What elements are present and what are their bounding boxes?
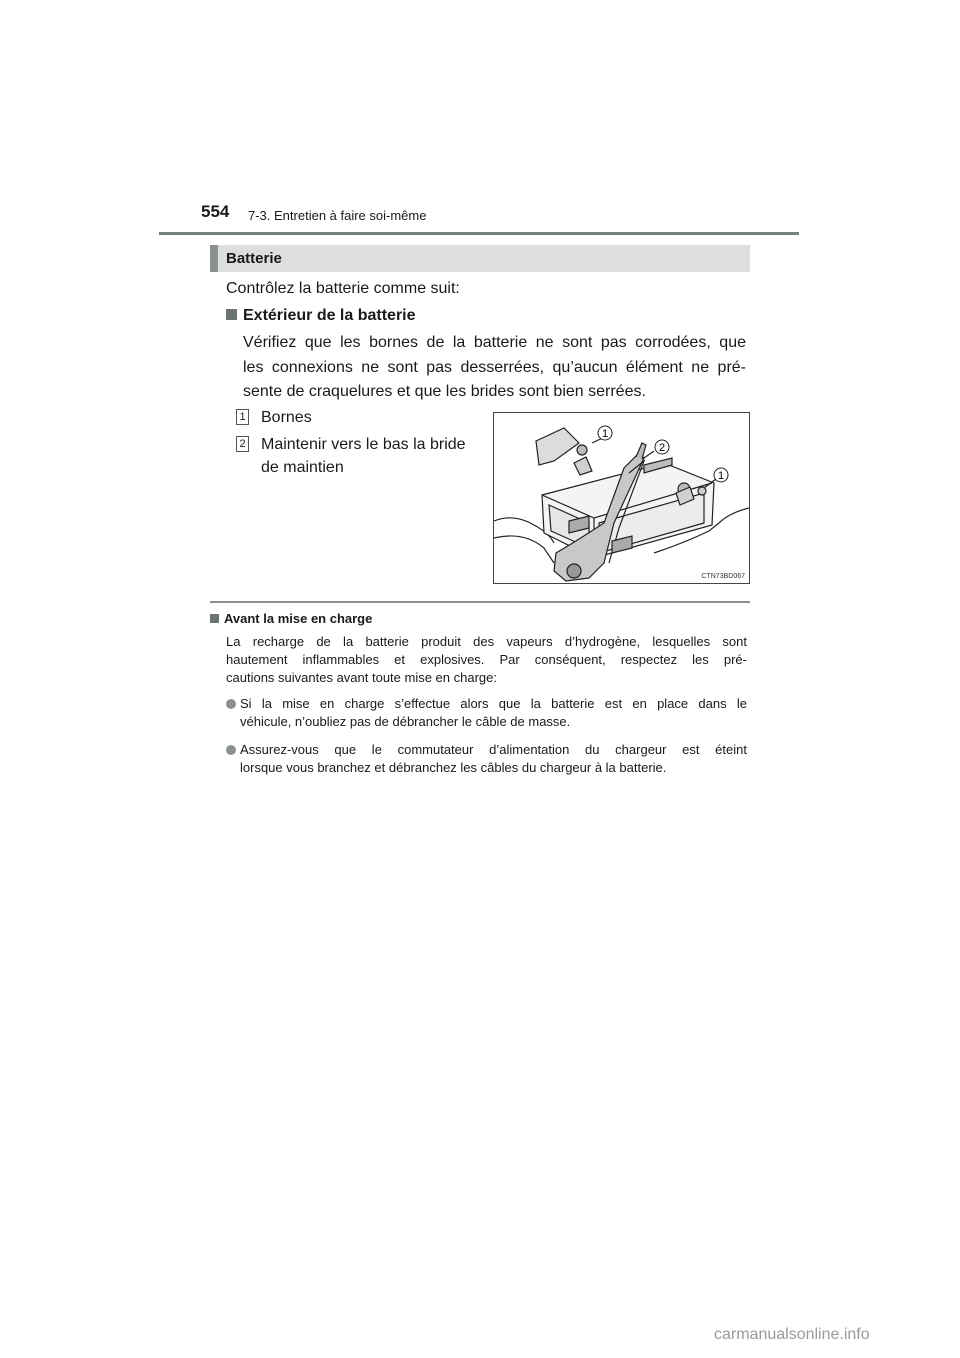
- bullet-line: lorsque vous branchez et débranchez les câbles du chargeur à la batterie.: [240, 760, 667, 775]
- bullet-text: [240, 741, 747, 777]
- legend-label-line: de maintien: [261, 459, 344, 476]
- circle-bullet-icon: [226, 745, 236, 755]
- legend-label: Bornes: [261, 409, 312, 426]
- bullet-line: Si la mise en charge s’effectue alors que la batterie est en place dans le: [240, 696, 747, 711]
- breadcrumb: 7-3. Entretien à faire soi-même: [248, 208, 427, 223]
- bullet-line: véhicule, n’oubliez pas de débrancher le câble de masse.: [240, 714, 571, 729]
- subheading-text: Extérieur de la batterie: [243, 307, 416, 324]
- inspection-paragraph: [243, 331, 746, 405]
- callout-number: 1: [601, 428, 609, 440]
- note-heading: [210, 611, 372, 626]
- paragraph-line: Vérifiez que les bornes de la batterie ne sont pas corrodées, que: [243, 334, 746, 351]
- note-body: [226, 633, 747, 687]
- callout-number: 2: [658, 442, 666, 454]
- legend-number: 1: [236, 409, 249, 425]
- square-bullet-icon: [210, 614, 219, 623]
- note-line: cautions suivantes avant toute mise en charge:: [226, 670, 497, 685]
- note-line: hautement inflammables et explosives. Par conséquent, respectez les pré-: [226, 652, 747, 667]
- legend-label-line: Maintenir vers le bas la bride: [261, 436, 466, 453]
- battery-drawing: [494, 413, 749, 583]
- paragraph-line: les connexions ne sont pas desserrées, qu’aucun élément ne pré-: [243, 358, 746, 376]
- header-rule: [159, 232, 799, 235]
- subheading: [226, 307, 416, 325]
- section-title: Batterie: [210, 245, 750, 272]
- bullet-line: Assurez-vous que le commutateur d’alimentation du chargeur est éteint: [240, 742, 747, 757]
- square-bullet-icon: [226, 309, 237, 320]
- battery-illustration: [493, 412, 750, 584]
- circle-bullet-icon: [226, 699, 236, 709]
- figure-code: CTN73BD067: [701, 573, 745, 580]
- bullet-text: [240, 695, 747, 731]
- page-number: 554: [201, 202, 230, 221]
- paragraph-line: sente de craquelures et que les brides sont bien serrées.: [243, 383, 646, 400]
- callout-number: 1: [717, 470, 725, 482]
- note-line: La recharge de la batterie produit des vapeurs d’hydrogène, lesquelles sont: [226, 634, 747, 649]
- intro-text: Contrôlez la batterie comme suit:: [226, 280, 460, 297]
- legend-label: [261, 433, 486, 479]
- note-heading-text: Avant la mise en charge: [224, 611, 373, 626]
- legend-number: 2: [236, 436, 249, 452]
- section-divider: [210, 601, 750, 603]
- watermark: carmanualsonline.info: [714, 1326, 870, 1343]
